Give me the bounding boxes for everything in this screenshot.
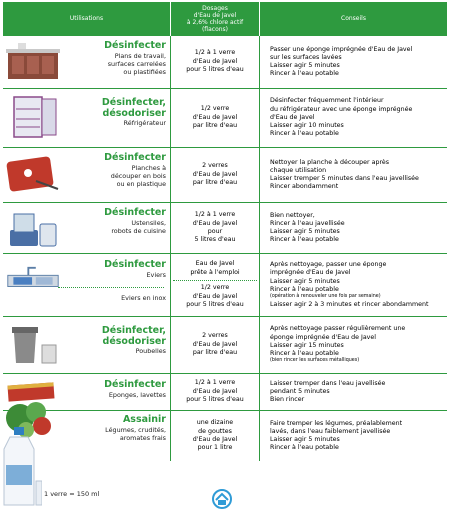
row-tips: Désinfecter fréquemment l'intérieur du réfrigérateur avec une éponge imprégnée d'Eau de Javel Laisser agir 10 minutes Rincer à l'eau potable <box>260 89 448 148</box>
row-dose: Eau de Javel prête à l'emploi <box>190 260 240 276</box>
row-subtitle: Plans de travail, surfaces carrelées ou plastifiées <box>107 51 166 76</box>
header-conseils: Conseils <box>260 2 448 36</box>
row-dose: 2 verres d'Eau de Javel par litre d'eau <box>171 317 260 374</box>
row-tips: Laisser tremper dans l'eau javellisée pendant 5 minutes Bien rincer <box>260 374 448 411</box>
table-row <box>3 374 447 411</box>
trash-bin-icon <box>6 322 60 368</box>
row-subtitle: Réfrigérateur <box>123 119 166 127</box>
row-dose-2: 1/2 verre d'Eau de Javel pour 5 litres d'eau <box>186 284 244 309</box>
row-tips: Après nettoyage passer régulièrement une éponge imprégnée d'Eau de Javel Laisser agir 15 minutes Rincer à l'eau potable <box>270 325 406 357</box>
row-tips: Faire tremper les légumes, préalablement lavés, dans l'eau faiblement javellisée Laisser agir 5 minutes Rincer à l'eau potable <box>260 411 448 462</box>
row-tips-2: Laisser agir 2 à 3 minutes et rincer abondamment <box>270 300 429 308</box>
row-subtitle-2: Eviers en inox <box>121 293 166 302</box>
row-tips: Nettoyer la planche à découper après chaque utilisation Laisser tremper 5 minutes dans l'eau javellisée Rincer abondamment <box>260 148 448 203</box>
table-row <box>3 203 447 254</box>
row-title: Désinfecter <box>104 207 166 218</box>
row-dose: une dizaine de gouttes d'Eau de Javel pour 1 litre <box>171 411 260 462</box>
row-title: Désinfecter <box>104 379 166 390</box>
row-subtitle: Planches à découper en bois ou en plastique <box>110 163 166 188</box>
row-title: Désinfecter, désodoriser <box>101 325 166 347</box>
row-subtitle: Poubelles <box>135 347 166 355</box>
sink-icon <box>6 266 60 294</box>
row-tips: Passer une éponge imprégnée d'Eau de Javel sur les surfaces lavées Laisser agir 5 minutes Rincer à l'eau potable <box>260 36 448 89</box>
row-tips: Après nettoyage, passer une éponge imprégnée d'Eau de Javel Laisser agir 5 minutes Rincer à l'eau potable <box>270 261 387 293</box>
table-row <box>3 317 447 374</box>
row-tips-note: (opération à renouveler une fois par semaine) <box>270 294 381 300</box>
row-subtitle: Légumes, crudités, aromates frais <box>105 425 166 442</box>
row-title: Désinfecter <box>104 259 166 270</box>
table-row <box>3 36 447 89</box>
food-processor-icon <box>6 208 60 248</box>
table-row <box>3 411 447 462</box>
row-subtitle: Eviers <box>146 270 166 279</box>
measure-note: 1 verre = 150 ml <box>44 490 100 498</box>
header-utilisations: Utilisations <box>3 2 171 36</box>
brand-logo-icon <box>210 489 234 509</box>
row-dose: 2 verres d'Eau de Javel par litre d'eau <box>171 148 260 203</box>
row-title: Désinfecter, désodoriser <box>101 97 166 119</box>
row-tips: Bien nettoyer, Rincer à l'eau javellisée Laisser agir 5 minutes Rincer à l'eau potable <box>260 203 448 254</box>
row-title: Désinfecter <box>104 40 166 51</box>
row-tips-note: (bien rincer les surfaces métalliques) <box>270 358 360 364</box>
usage-table <box>3 2 447 461</box>
row-subtitle: Ustensiles, robots de cuisine <box>111 218 166 235</box>
header-dosages: Dosages d'Eau de Javel à 2,6% chlore actif (flacons) <box>171 2 260 36</box>
row-dose: 1/2 à 1 verre d'Eau de Javel pour 5 litres d'eau <box>171 203 260 254</box>
refrigerator-icon <box>6 94 60 140</box>
row-dose: 1/2 à 1 verre d'Eau de Javel pour 5 litres d'eau <box>171 36 260 89</box>
kitchen-counter-icon <box>6 41 60 81</box>
bleach-bottle-icon <box>0 425 42 510</box>
table-row <box>3 254 447 317</box>
row-title: Assainir <box>122 414 166 425</box>
header-row <box>3 2 447 36</box>
table-row <box>3 89 447 148</box>
row-dose: 1/2 à 1 verre d'Eau de Javel pour 5 litres d'eau <box>171 374 260 411</box>
row-subtitle: Eponges, lavettes <box>108 390 166 399</box>
table-row <box>3 148 447 203</box>
row-title: Désinfecter <box>104 152 166 163</box>
cutting-board-icon <box>6 153 60 193</box>
row-dose: 1/2 verre d'Eau de Javel par litre d'eau <box>171 89 260 148</box>
